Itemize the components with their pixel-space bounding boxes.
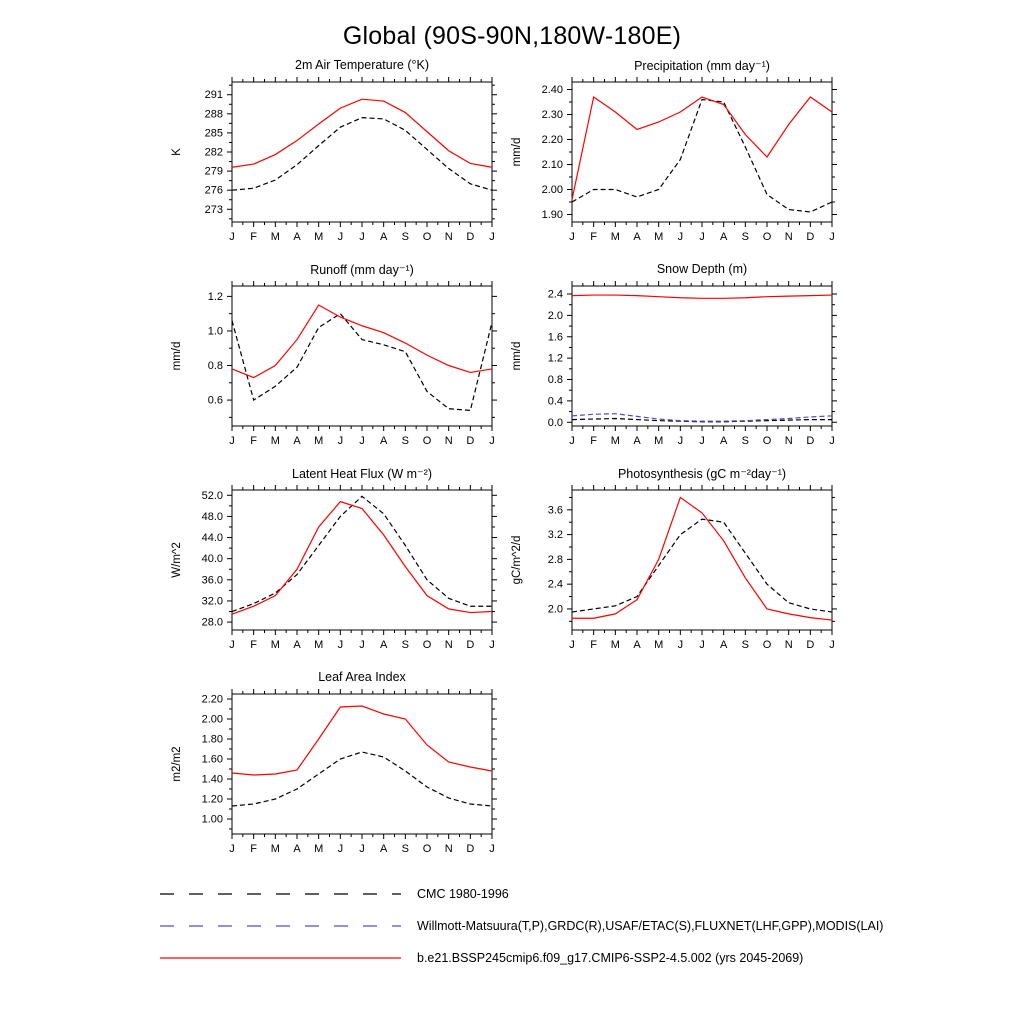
x-tick-label: A — [719, 231, 728, 243]
chart-plot — [490, 74, 850, 246]
y-tick-label: 1.2 — [207, 290, 223, 303]
y-tick-label: 3.2 — [547, 529, 563, 542]
legend-item — [158, 910, 883, 942]
chart-panel-7 — [150, 670, 510, 862]
x-tick-label: A — [379, 231, 388, 243]
x-tick-label: M — [314, 639, 324, 651]
x-tick-label: F — [590, 639, 598, 651]
x-tick-label: J — [337, 639, 344, 651]
x-tick-label: N — [444, 639, 453, 651]
x-tick-label: M — [610, 639, 620, 651]
plot-frame — [572, 490, 832, 630]
x-tick-label: A — [379, 435, 388, 447]
y-tick-label: 273 — [204, 203, 223, 216]
y-tick-label: 2.8 — [547, 553, 563, 566]
legend-label: Willmott-Matsuura(T,P),GRDC(R),USAF/ETAC(S),FLUXNET(LHF,GPP),MODIS(LAI) — [417, 919, 884, 933]
x-tick-label: J — [337, 231, 344, 243]
x-tick-label: J — [337, 435, 344, 447]
x-tick-label: A — [719, 435, 728, 447]
y-tick-label: 52.0 — [201, 489, 223, 502]
x-tick-label: J — [829, 435, 835, 447]
y-tick-label: 2.20 — [541, 134, 563, 146]
x-tick-label: A — [293, 843, 301, 855]
x-tick-label: M — [270, 435, 280, 447]
x-tick-label: M — [610, 435, 620, 447]
x-tick-label: D — [466, 435, 475, 447]
x-tick-label: O — [762, 435, 772, 447]
y-axis-label: m2/m2 — [171, 746, 183, 782]
chart-title: Snow Depth (m) — [656, 262, 748, 276]
series-line-dashed — [572, 414, 832, 421]
y-tick-label: 279 — [204, 165, 223, 178]
x-tick-label: O — [762, 231, 772, 243]
x-tick-label: S — [401, 843, 410, 855]
y-tick-label: 1.2 — [547, 352, 563, 365]
y-tick-label: 0.8 — [547, 374, 563, 387]
y-tick-label: 32.0 — [201, 595, 223, 608]
y-axis-label: mm/d — [511, 341, 523, 371]
chart-title: Precipitation (mm day⁻¹) — [634, 59, 770, 73]
chart-title: Latent Heat Flux (W m⁻²) — [292, 467, 432, 481]
chart-plot — [150, 278, 510, 450]
legend — [158, 878, 883, 974]
x-tick-label: O — [422, 435, 432, 447]
series-line-dashed — [232, 314, 492, 411]
x-tick-label: J — [229, 639, 235, 651]
x-tick-label: F — [590, 435, 598, 447]
series-line-solid — [572, 497, 832, 620]
x-tick-label: M — [270, 639, 280, 651]
x-tick-label: O — [422, 639, 432, 651]
x-tick-label: J — [699, 231, 705, 243]
x-tick-label: J — [677, 639, 684, 651]
y-axis-label: W/m^2 — [171, 542, 183, 578]
legend-line-sample — [158, 886, 403, 902]
x-tick-label: J — [699, 435, 705, 447]
x-tick-label: N — [784, 231, 793, 243]
y-tick-label: 2.4 — [547, 578, 563, 591]
x-tick-label: J — [489, 639, 495, 651]
y-tick-label: 288 — [204, 108, 223, 121]
x-tick-label: F — [250, 639, 258, 651]
x-tick-label: F — [250, 231, 258, 243]
x-tick-label: M — [314, 435, 324, 447]
x-tick-label: J — [677, 435, 684, 447]
y-tick-label: 2.30 — [541, 109, 563, 121]
chart-title: Runoff (mm day⁻¹) — [310, 263, 414, 277]
x-tick-label: O — [762, 639, 772, 651]
y-tick-label: 0.6 — [207, 394, 223, 407]
legend-label: b.e21.BSSP245cmip6.f09_g17.CMIP6-SSP2-4.5.002 (yrs 2045-2069) — [417, 951, 804, 965]
chart-panel-5 — [150, 466, 510, 658]
chart-plot — [490, 278, 850, 450]
x-tick-label: N — [444, 435, 453, 447]
y-tick-label: 0.8 — [207, 360, 223, 373]
x-tick-label: J — [569, 231, 575, 243]
y-tick-label: 0.4 — [547, 395, 563, 408]
x-tick-label: J — [699, 639, 705, 651]
x-tick-label: J — [359, 435, 365, 447]
series-line-solid — [232, 99, 492, 167]
chart-panel-2 — [490, 58, 850, 250]
x-tick-label: J — [359, 639, 365, 651]
x-tick-label: A — [719, 639, 728, 651]
series-line-solid — [232, 305, 492, 378]
chart-plot — [150, 74, 510, 246]
chart-title: 2m Air Temperature (°K) — [295, 58, 429, 72]
y-tick-label: 1.60 — [201, 753, 223, 766]
x-tick-label: S — [401, 435, 410, 447]
chart-plot — [490, 482, 850, 654]
chart-panel-6 — [490, 466, 850, 658]
y-tick-label: 282 — [204, 146, 223, 159]
x-tick-label: J — [829, 639, 835, 651]
y-tick-label: 1.6 — [547, 331, 563, 344]
y-tick-label: 48.0 — [201, 510, 223, 523]
plot-frame — [232, 82, 492, 222]
y-axis-label: mm/d — [511, 137, 523, 167]
series-line-dashed — [572, 100, 832, 213]
x-tick-label: S — [401, 231, 410, 243]
x-tick-label: J — [829, 231, 835, 243]
y-tick-label: 2.00 — [541, 184, 563, 196]
plot-frame — [572, 286, 832, 426]
legend-item — [158, 878, 883, 910]
chart-title: Photosynthesis (gC m⁻²day⁻¹) — [617, 467, 787, 481]
y-tick-label: 1.0 — [207, 325, 223, 338]
y-tick-label: 2.00 — [201, 713, 223, 726]
y-tick-label: 36.0 — [201, 574, 223, 587]
chart-panel-1 — [150, 58, 510, 250]
y-tick-label: 2.4 — [547, 288, 563, 301]
y-tick-label: 1.20 — [201, 793, 223, 806]
plot-frame — [572, 82, 832, 222]
x-tick-label: O — [422, 843, 432, 855]
x-tick-label: D — [466, 639, 475, 651]
legend-line-sample — [158, 950, 403, 966]
x-tick-label: N — [444, 843, 453, 855]
y-tick-label: 3.6 — [547, 504, 563, 517]
y-tick-label: 1.80 — [201, 733, 223, 746]
series-line-solid — [232, 502, 492, 615]
series-line-dashed — [572, 519, 832, 612]
x-tick-label: M — [654, 435, 664, 447]
series-line-dashed — [232, 752, 492, 806]
x-tick-label: M — [314, 843, 324, 855]
y-axis-label: mm/d — [171, 341, 183, 371]
x-tick-label: N — [784, 639, 793, 651]
x-tick-label: A — [379, 843, 388, 855]
x-tick-label: M — [654, 639, 664, 651]
x-tick-label: M — [610, 231, 620, 243]
x-tick-label: J — [229, 435, 235, 447]
x-tick-label: N — [784, 435, 793, 447]
chart-panel-3 — [150, 262, 510, 454]
figure-title: Global (90S-90N,180W-180E) — [342, 22, 682, 50]
y-tick-label: 2.0 — [547, 603, 563, 616]
y-tick-label: 0.0 — [547, 416, 563, 429]
legend-item — [158, 942, 883, 974]
y-tick-label: 1.40 — [201, 773, 223, 786]
x-tick-label: J — [337, 843, 344, 855]
x-tick-label: S — [741, 231, 750, 243]
chart-title: Leaf Area Index — [318, 670, 406, 684]
x-tick-label: M — [314, 231, 324, 243]
y-tick-label: 2.20 — [201, 693, 223, 706]
x-tick-label: D — [466, 231, 475, 243]
y-tick-label: 1.90 — [541, 209, 563, 221]
x-tick-label: D — [806, 435, 815, 447]
y-axis-label: gC/m^2/d — [511, 535, 523, 585]
x-tick-label: S — [741, 435, 750, 447]
x-tick-label: F — [590, 231, 598, 243]
y-tick-label: 2.0 — [547, 309, 563, 322]
x-tick-label: A — [293, 435, 301, 447]
x-tick-label: A — [293, 639, 301, 651]
x-tick-label: F — [250, 843, 258, 855]
x-tick-label: S — [401, 639, 410, 651]
chart-panel-4 — [490, 262, 850, 454]
x-tick-label: D — [466, 843, 475, 855]
chart-plot — [150, 482, 510, 654]
series-line-dashed — [232, 496, 492, 611]
x-tick-label: J — [569, 639, 575, 651]
x-tick-label: J — [489, 435, 495, 447]
x-tick-label: O — [422, 231, 432, 243]
x-tick-label: J — [489, 231, 495, 243]
chart-plot — [150, 686, 510, 858]
y-axis-label: K — [171, 148, 183, 156]
y-tick-label: 44.0 — [201, 532, 223, 545]
x-tick-label: M — [270, 231, 280, 243]
y-tick-label: 2.40 — [541, 84, 563, 96]
x-tick-label: J — [229, 231, 235, 243]
x-tick-label: D — [806, 231, 815, 243]
y-tick-label: 276 — [204, 184, 223, 197]
x-tick-label: A — [633, 231, 641, 243]
legend-label: CMC 1980-1996 — [417, 887, 509, 901]
x-tick-label: A — [633, 639, 641, 651]
x-tick-label: M — [654, 231, 664, 243]
x-tick-label: J — [359, 231, 365, 243]
legend-line-sample — [158, 918, 403, 934]
y-tick-label: 285 — [204, 127, 223, 140]
series-line-solid — [572, 97, 832, 200]
y-tick-label: 2.10 — [541, 159, 563, 171]
y-tick-label: 291 — [204, 89, 223, 102]
x-tick-label: J — [359, 843, 365, 855]
y-tick-label: 28.0 — [201, 616, 223, 629]
x-tick-label: F — [250, 435, 258, 447]
x-tick-label: D — [806, 639, 815, 651]
x-tick-label: N — [444, 231, 453, 243]
x-tick-label: A — [379, 639, 388, 651]
x-tick-label: J — [489, 843, 495, 855]
plot-frame — [232, 286, 492, 426]
x-tick-label: M — [270, 843, 280, 855]
series-line-solid — [232, 706, 492, 775]
x-tick-label: J — [569, 435, 575, 447]
plot-frame — [232, 694, 492, 834]
x-tick-label: J — [677, 231, 684, 243]
x-tick-label: A — [633, 435, 641, 447]
x-tick-label: S — [741, 639, 750, 651]
y-tick-label: 1.00 — [201, 813, 223, 826]
x-tick-label: J — [229, 843, 235, 855]
series-line-solid — [572, 295, 832, 298]
y-tick-label: 40.0 — [201, 553, 223, 566]
x-tick-label: A — [293, 231, 301, 243]
